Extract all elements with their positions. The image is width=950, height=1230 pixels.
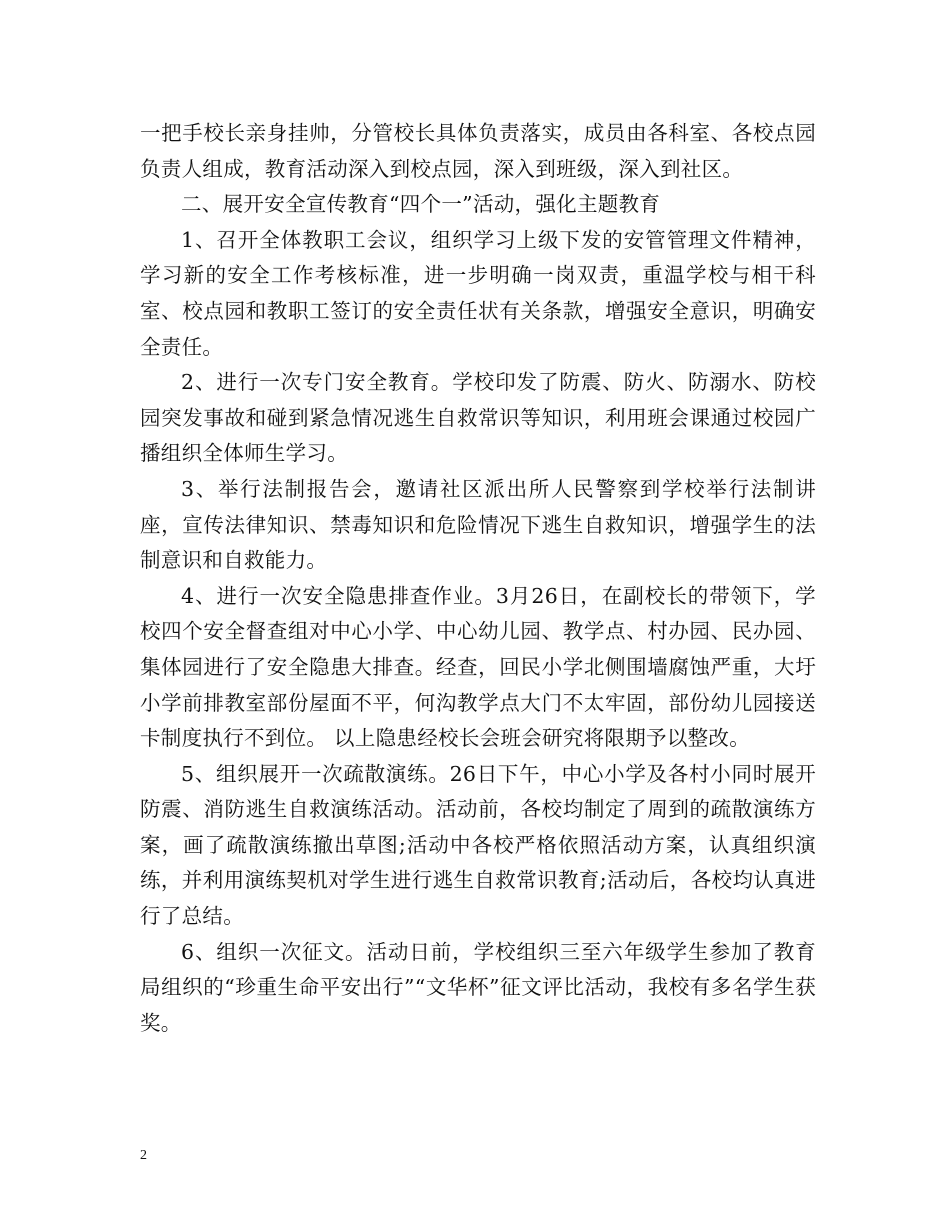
section-heading: 二、展开安全宣传教育“四个一”活动，强化主题教育 bbox=[181, 192, 661, 217]
paragraph-item-2: 2、进行一次专门安全教育。学校印发了防震、防火、防溺水、防校园突发事故和碰到紧急情况逃生自救常识等知识，利用班会课通过校园广播组织全体师生学习。 bbox=[140, 370, 816, 466]
paragraph-item-5: 5、组织展开一次疏散演练。26日下午，中心小学及各村小同时展开防震、消防逃生自救演练活动。活动前，各校均制定了周到的疏散演练方案，画了疏散演练撤出草图;活动中各校严格依照活动方案，认真组织演练，并利用演练契机对学生进行逃生自救常识教育;活动后，各校均认真进行了总结。 bbox=[140, 761, 816, 929]
paragraph-item-6: 6、组织一次征文。活动日前，学校组织三至六年级学生参加了教育局组织的“珍重生命平安出行”“文华杯”征文评比活动，我校有多名学生获奖。 bbox=[140, 939, 816, 1035]
page-number: 2 bbox=[140, 1148, 147, 1163]
paragraph-item-3: 3、举行法制报告会，邀请社区派出所人民警察到学校举行法制讲座，宣传法律知识、禁毒知识和危险情况下逃生自救知识，增强学生的法制意识和自救能力。 bbox=[140, 476, 816, 573]
paragraph-continuation: 一把手校长亲身挂帅，分管校长具体负责落实，成员由各科室、各校点园负责人组成，教育活动深入到校点园，深入到班级，深入到社区。 bbox=[140, 121, 816, 181]
paragraph-item-1: 1、召开全体教职工会议，组织学习上级下发的安管管理文件精神，学习新的安全工作考核标准，进一步明确一岗双责，重温学校与相干科室、校点园和教职工签订的安全责任状有关条款，增强安全意识，明确安全责任。 bbox=[140, 227, 816, 359]
document-body bbox=[140, 116, 816, 1041]
paragraph-item-4: 4、进行一次安全隐患排查作业。3月26日，在副校长的带领下，学校四个安全督查组对中心小学、中心幼儿园、教学点、村办园、民办园、集体园进行了安全隐患大排查。经查，回民小学北侧围墙腐蚀严重，大圩小学前排教室部份屋面不平，何沟教学点大门不太牢固，部份幼儿园接送卡制度执行不到位。 以上隐患经校长会班会研究将限期予以整改。 bbox=[140, 583, 816, 751]
